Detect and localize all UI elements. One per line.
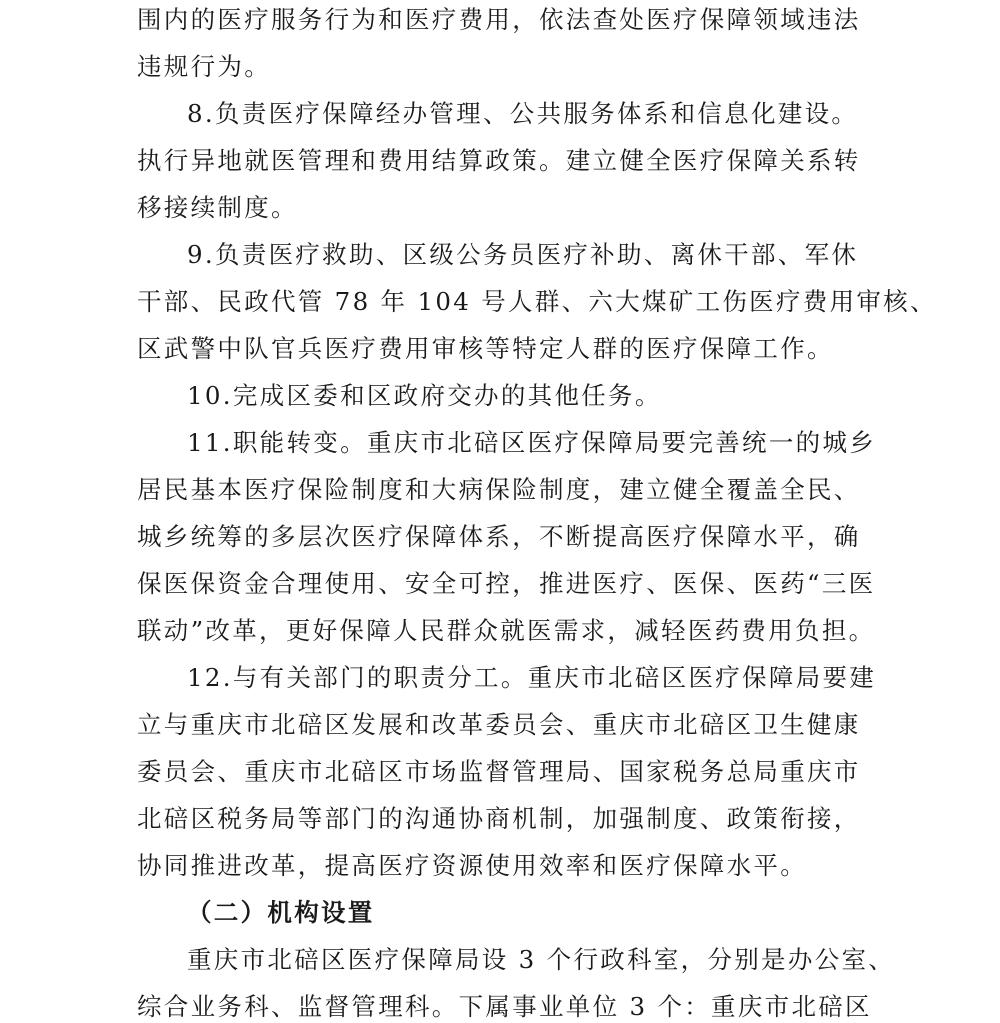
text-line: 协同推进改革，提高医疗资源使用效率和医疗保障水平。 <box>137 851 807 880</box>
paragraph-org-setup: 重庆市北碚区医疗保障局设 3 个行政科室，分别是办公室、 <box>187 945 896 974</box>
text-line: 城乡统筹的多层次医疗保障体系，不断提高医疗保障水平，确 <box>137 522 861 551</box>
text-line: 保医保资金合理使用、安全可控，推进医疗、医保、医药“三医 <box>137 569 876 598</box>
text-line: 北碚区税务局等部门的沟通协商机制，加强制度、政策衔接， <box>137 804 861 833</box>
text-line: 执行异地就医管理和费用结算政策。建立健全医疗保障关系转 <box>137 146 861 175</box>
text-line: 立与重庆市北碚区发展和改革委员会、重庆市北碚区卫生健康 <box>137 710 861 739</box>
text-line: 综合业务科、监督管理科。下属事业单位 3 个：重庆市北碚区 <box>137 992 872 1021</box>
text-line: 违规行为。 <box>137 52 271 81</box>
text-line: 移接续制度。 <box>137 193 298 222</box>
item-12-text: 12.与有关部门的职责分工。重庆市北碚区医疗保障局要建 <box>187 663 877 692</box>
text-line: 围内的医疗服务行为和医疗费用，依法查处医疗保障领域违法 <box>137 5 861 34</box>
item-9-text: 9.负责医疗救助、区级公务员医疗补助、离休干部、军休 <box>187 240 859 269</box>
text-line: 委员会、重庆市北碚区市场监督管理局、国家税务总局重庆市 <box>137 757 861 786</box>
section-heading: （二）机构设置 <box>187 898 375 927</box>
text-line: 干部、民政代管 78 年 104 号人群、六大煤矿工伤医疗费用审核、 <box>137 287 937 316</box>
text-line: 区武警中队官兵医疗费用审核等特定人群的医疗保障工作。 <box>137 334 834 363</box>
item-8-text: 8.负责医疗保障经办管理、公共服务体系和信息化建设。 <box>187 99 859 128</box>
text-line: 联动”改革，更好保障人民群众就医需求，减轻医药费用负担。 <box>137 616 876 645</box>
text-line: 居民基本医疗保险制度和大病保险制度，建立健全覆盖全民、 <box>137 475 861 504</box>
item-10-text: 10.完成区委和区政府交办的其他任务。 <box>187 381 662 410</box>
item-11-text: 11.职能转变。重庆市北碚区医疗保障局要完善统一的城乡 <box>187 428 877 457</box>
